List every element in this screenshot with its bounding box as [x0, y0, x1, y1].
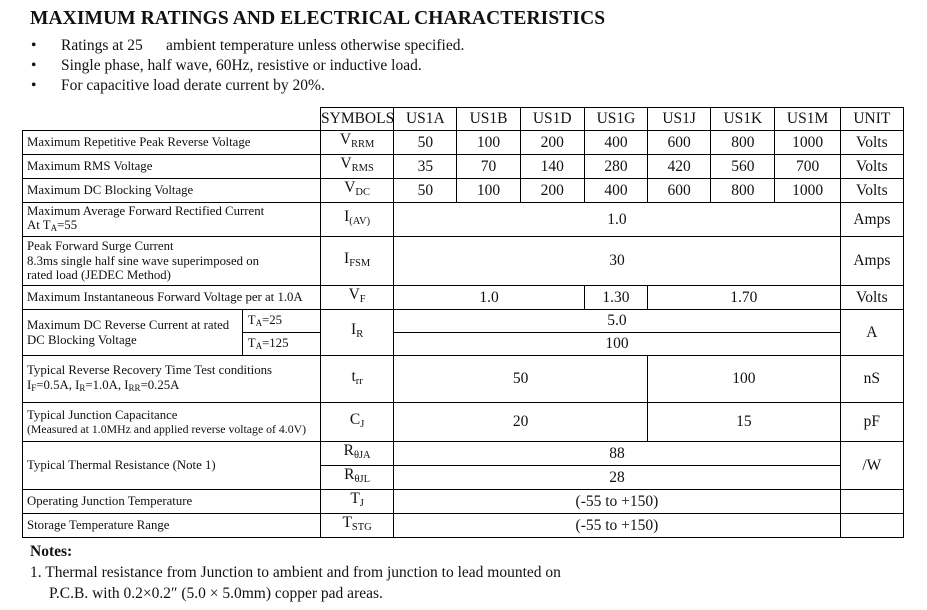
row-label: Maximum RMS Voltage	[23, 155, 321, 179]
row-label: Maximum DC Reverse Current at rated DC Blocking Voltage	[23, 310, 243, 356]
row-label: Operating Junction Temperature	[23, 490, 321, 514]
cell-value: 30	[394, 237, 840, 286]
row-symbol: VRRM	[321, 131, 394, 155]
page-title: MAXIMUM RATINGS AND ELECTRICAL CHARACTERISTICS	[30, 8, 606, 29]
cell-value: 1000	[775, 179, 840, 203]
table-row	[23, 286, 904, 310]
row-symbol: VF	[321, 286, 394, 310]
condition-item	[30, 36, 464, 56]
cell-value: 50	[394, 131, 457, 155]
cell-value: 420	[648, 155, 711, 179]
cell-value: 560	[711, 155, 775, 179]
cell-value: 1.70	[648, 286, 841, 310]
cell-unit: Volts	[840, 131, 903, 155]
cell-value: 100	[648, 356, 841, 403]
cell-unit: pF	[840, 403, 903, 442]
table-row	[23, 179, 904, 203]
cell-value: 700	[775, 155, 840, 179]
cell-value: 50	[394, 356, 648, 403]
row-symbol: trr	[321, 356, 394, 403]
header-symbols: SYMBOLS	[321, 108, 394, 131]
condition-item	[30, 56, 464, 76]
cell-value: 100	[457, 179, 520, 203]
cell-value: 800	[711, 131, 775, 155]
condition-text: For capacitive load derate current by 20%.	[61, 77, 325, 94]
notes-section	[30, 541, 561, 604]
cell-unit: nS	[840, 356, 903, 403]
cell-unit: Amps	[840, 203, 903, 237]
header-part: US1G	[584, 108, 647, 131]
cell-unit	[840, 490, 903, 514]
table-row	[23, 403, 904, 442]
cell-value: 88	[394, 442, 840, 466]
cell-value: 50	[394, 179, 457, 203]
note-line: 1. Thermal resistance from Junction to ambient and from junction to lead mounted on	[30, 564, 561, 581]
cell-value: 100	[394, 333, 840, 356]
ratings-table	[22, 107, 904, 538]
row-symbol: RθJA	[321, 442, 394, 466]
notes-heading: Notes:	[30, 543, 73, 560]
cell-value: 70	[457, 155, 520, 179]
header-unit: UNIT	[840, 108, 903, 131]
row-symbol: VDC	[321, 179, 394, 203]
row-symbol: IFSM	[321, 237, 394, 286]
cell-value: 600	[648, 131, 711, 155]
header-part: US1K	[711, 108, 775, 131]
condition-item	[30, 76, 464, 96]
row-condition: $T_A=125$	[242, 333, 320, 356]
cell-unit: Volts	[840, 286, 903, 310]
cell-unit: Amps	[840, 237, 903, 286]
bullet-icon: •	[31, 37, 37, 54]
cell-value: 15	[648, 403, 841, 442]
cell-value: (-55 to +150)	[394, 514, 840, 538]
cell-value: 140	[520, 155, 584, 179]
cell-value: 600	[648, 179, 711, 203]
row-symbol: IR	[321, 310, 394, 356]
cell-value: 1000	[775, 131, 840, 155]
header-parameter	[23, 108, 321, 131]
cell-value: 200	[520, 179, 584, 203]
cell-value: 5.0	[394, 310, 840, 333]
cell-value: 400	[584, 131, 647, 155]
cell-unit: /W	[840, 442, 903, 490]
table-row	[23, 203, 904, 237]
table-header-row	[23, 108, 904, 131]
table-row	[23, 490, 904, 514]
cell-value: (-55 to +150)	[394, 490, 840, 514]
row-symbol: TJ	[321, 490, 394, 514]
header-part: US1J	[648, 108, 711, 131]
header-part: US1A	[394, 108, 457, 131]
row-symbol: TSTG	[321, 514, 394, 538]
row-label: Maximum DC Blocking Voltage	[23, 179, 321, 203]
row-label: Maximum Instantaneous Forward Voltage per at 1.0A	[23, 286, 321, 310]
header-part: US1M	[775, 108, 840, 131]
cell-value: 28	[394, 466, 840, 490]
table-row	[23, 131, 904, 155]
table-row	[23, 310, 904, 333]
cell-value: 800	[711, 179, 775, 203]
header-part: US1D	[520, 108, 584, 131]
condition-text: Single phase, half wave, 60Hz, resistive or inductive load.	[61, 57, 422, 74]
row-label: Maximum Repetitive Peak Reverse Voltage	[23, 131, 321, 155]
cell-unit	[840, 514, 903, 538]
cell-unit: Volts	[840, 155, 903, 179]
row-symbol: CJ	[321, 403, 394, 442]
row-symbol: RθJL	[321, 466, 394, 490]
table-row	[23, 155, 904, 179]
table-row	[23, 514, 904, 538]
row-label: Storage Temperature Range	[23, 514, 321, 538]
cell-value: 400	[584, 179, 647, 203]
cell-value: 35	[394, 155, 457, 179]
note-line: P.C.B. with 0.2×0.2″ (5.0 × 5.0mm) copper pad areas.	[49, 585, 383, 602]
cell-value: 20	[394, 403, 648, 442]
row-condition: $T_A=25$	[242, 310, 320, 333]
table-row	[23, 237, 904, 286]
cell-value: 1.30	[584, 286, 647, 310]
header-part: US1B	[457, 108, 520, 131]
row-label: Peak Forward Surge Current 8.3ms single half sine wave superimposed on rated load (JEDEC Method)	[23, 237, 321, 286]
bullet-icon: •	[31, 77, 37, 94]
row-label: Maximum Average Forward Rectified Current At $T_A=55$	[23, 203, 321, 237]
row-label: Typical Thermal Resistance (Note 1)	[23, 442, 321, 490]
row-symbol: I(AV)	[321, 203, 394, 237]
cell-value: 1.0	[394, 286, 585, 310]
condition-text: Ratings at 25 ambient temperature unless otherwise specified.	[61, 37, 465, 54]
cell-value: 200	[520, 131, 584, 155]
cell-unit: A	[840, 310, 903, 356]
conditions-list	[30, 36, 464, 96]
row-label: Typical Junction Capacitance (Measured at 1.0MHz and applied reverse voltage of 4.0V)	[23, 403, 321, 442]
row-label: Typical Reverse Recovery Time Test conditions $I_F=0.5A$, $I_R=1.0A$, $I_{RR}=0.25A$	[23, 356, 321, 403]
table-row	[23, 442, 904, 466]
row-symbol: VRMS	[321, 155, 394, 179]
cell-unit: Volts	[840, 179, 903, 203]
cell-value: 100	[457, 131, 520, 155]
cell-value: 1.0	[394, 203, 840, 237]
cell-value: 280	[584, 155, 647, 179]
bullet-icon: •	[31, 57, 37, 74]
table-row	[23, 356, 904, 403]
